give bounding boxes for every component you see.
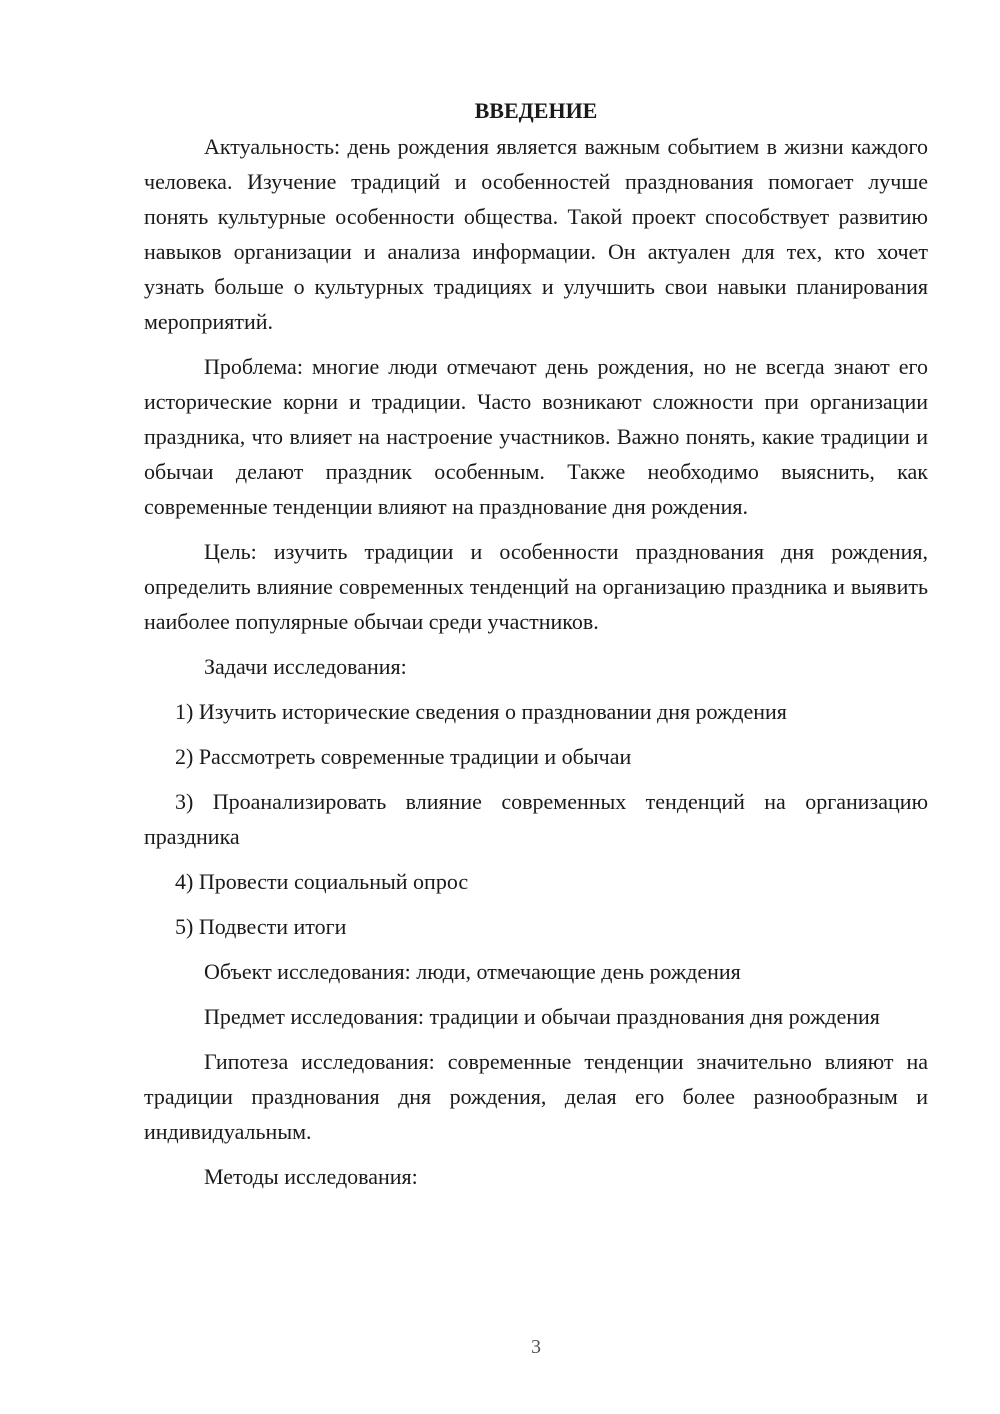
tasks-heading: Задачи исследования:: [204, 654, 407, 679]
task-item-4: 4) Провести социальный опрос: [175, 869, 469, 894]
problem-paragraph: Проблема: многие люди отмечают день рождения, но не всегда знают его исторические корни и традиции. Часто возникают сложности при организации праздника, что влияет на настроение участников. Важно понять, какие традиции и обычаи делают праздник особенным. Также необходимо выяснить, как современные тенденции влияют на празднование дня рождения.: [144, 354, 928, 519]
object-paragraph: Объект исследования: люди, отмечающие день рождения: [204, 959, 741, 984]
page-number: 3: [531, 1336, 541, 1358]
methods-heading: Методы исследования:: [204, 1164, 418, 1189]
hypothesis-paragraph: Гипотеза исследования: современные тенденции значительно влияют на традиции празднования дня рождения, делая его более разнообразным и индивидуальным.: [144, 1049, 928, 1144]
page-title: ВВЕДЕНИЕ: [474, 98, 598, 123]
task-item-1: 1) Изучить исторические сведения о праздновании дня рождения: [175, 699, 787, 724]
task-item-2: 2) Рассмотреть современные традиции и обычаи: [175, 744, 632, 769]
goal-paragraph: Цель: изучить традиции и особенности празднования дня рождения, определить влияние современных тенденций на организацию праздника и выявить наиболее популярные обычаи среди участников.: [144, 539, 928, 634]
page-content: [144, 93, 928, 1204]
subject-paragraph: Предмет исследования: традиции и обычаи празднования дня рождения: [204, 1004, 880, 1029]
relevance-paragraph: Актуальность: день рождения является важным событием в жизни каждого человека. Изучение традиций и особенностей празднования помогает лучше понять культурные особенности общества. Такой проект способствует развитию навыков организации и анализа информации. Он актуален для тех, кто хочет узнать больше о культурных традициях и улучшить свои навыки планирования мероприятий.: [144, 134, 928, 334]
task-item-3: 3) Проанализировать влияние современных тенденций на организацию праздника: [144, 789, 928, 849]
task-item-5: 5) Подвести итоги: [175, 914, 347, 939]
